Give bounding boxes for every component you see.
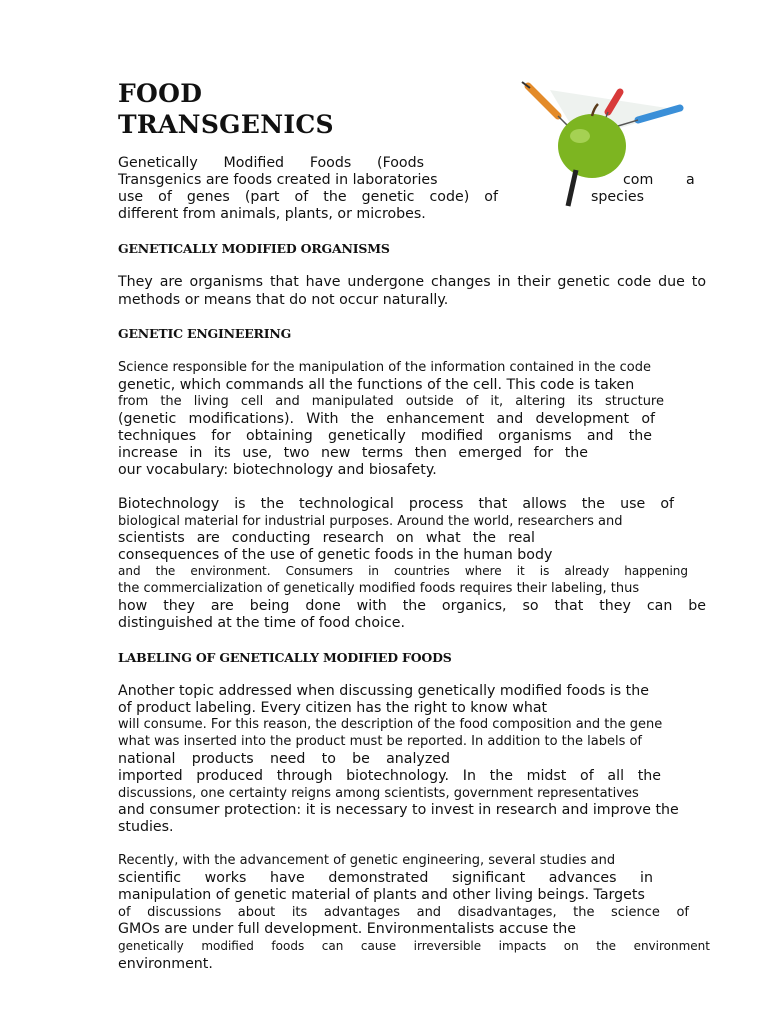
paragraph-line: and the environment. Consumers in countries where it is already happening	[118, 564, 688, 578]
paragraph-line: our vocabulary: biotechnology and biosafety.	[118, 462, 437, 478]
paragraph-line: scientists are conducting research on what the real	[118, 530, 535, 546]
paragraph-line: how they are being done with the organics, so that they can be	[118, 598, 706, 614]
title-line-1: FOOD	[118, 79, 203, 108]
paragraph-line: of product labeling. Every citizen has the right to know what	[118, 700, 548, 716]
paragraph-line: consequences of the use of genetic foods in the human body	[118, 547, 553, 563]
intro-line-2-mid: com	[623, 172, 654, 188]
paragraph-line: what was inserted into the product must be reported. In addition to the labels of	[118, 734, 643, 749]
paragraph-line: of discussions about its advantages and disadvantages, the science of	[118, 905, 689, 920]
paragraph-line: national products need to be analyzed	[118, 751, 450, 767]
intro-line-3-right: species	[591, 189, 644, 205]
intro-line-4: different from animals, plants, or microbes.	[118, 206, 426, 222]
paragraph-line: genetic, which commands all the functions of the cell. This code is taken	[118, 377, 635, 393]
intro-line-2-left: Transgenics are foods created in laboratories	[118, 172, 438, 188]
paragraph-line: biological material for industrial purposes. Around the world, researchers and	[118, 514, 623, 529]
paragraph-line: genetically modified foods can cause irreversible impacts on the environment	[118, 939, 710, 953]
section-heading-labeling: LABELING OF GENETICALLY MODIFIED FOODS	[118, 650, 452, 665]
paragraph-line: from the living cell and manipulated outside of it, altering its structure	[118, 394, 664, 409]
paragraph-line: (genetic modifications). With the enhancement and development of	[118, 411, 655, 427]
paragraph-line: manipulation of genetic material of plants and other living beings. Targets	[118, 887, 645, 903]
section-heading-genetic-engineering: GENETIC ENGINEERING	[118, 326, 292, 341]
title-line-2: TRANSGENICS	[118, 110, 334, 139]
paragraph-line: GMOs are under full development. Environmentalists accuse the	[118, 921, 577, 937]
paragraph-line: scientific works have demonstrated significant advances in	[118, 870, 653, 886]
section-heading-gmo: GENETICALLY MODIFIED ORGANISMS	[118, 241, 390, 256]
paragraph-line: increase in its use, two new terms then emerged for the	[118, 445, 588, 461]
paragraph-line: Biotechnology is the technological process that allows the use of	[118, 496, 674, 512]
paragraph-line: techniques for obtaining genetically modified organisms and the	[118, 428, 652, 444]
paragraph-line: imported produced through biotechnology. In the midst of all the	[118, 768, 661, 784]
paragraph-line: They are organisms that have undergone changes in their genetic code due to	[118, 274, 706, 290]
intro-line-1: Genetically Modified Foods (Foods	[118, 155, 424, 171]
paragraph-line: the commercialization of genetically modified foods requires their labeling, thus	[118, 581, 640, 596]
paragraph-line: discussions, one certainty reigns among scientists, government representatives	[118, 786, 639, 801]
intro-line-2-right: a	[686, 172, 695, 188]
document-title	[118, 78, 334, 140]
paragraph-line: distinguished at the time of food choice.	[118, 615, 406, 631]
paragraph-line: Science responsible for the manipulation of the information contained in the code	[118, 360, 651, 375]
paragraph-line: studies.	[118, 819, 174, 835]
paragraph-line: and consumer protection: it is necessary to invest in research and improve the	[118, 802, 679, 818]
paragraph-line: Another topic addressed when discussing genetically modified foods is the	[118, 683, 649, 699]
intro-line-3-left: use of genes (part of the genetic code) of	[118, 189, 498, 205]
paragraph-line: will consume. For this reason, the description of the food composition and the gene	[118, 717, 663, 732]
paragraph-line: Recently, with the advancement of genetic engineering, several studies and	[118, 853, 616, 868]
paragraph-line: methods or means that do not occur naturally.	[118, 292, 449, 308]
paragraph-line: environment.	[118, 956, 213, 972]
